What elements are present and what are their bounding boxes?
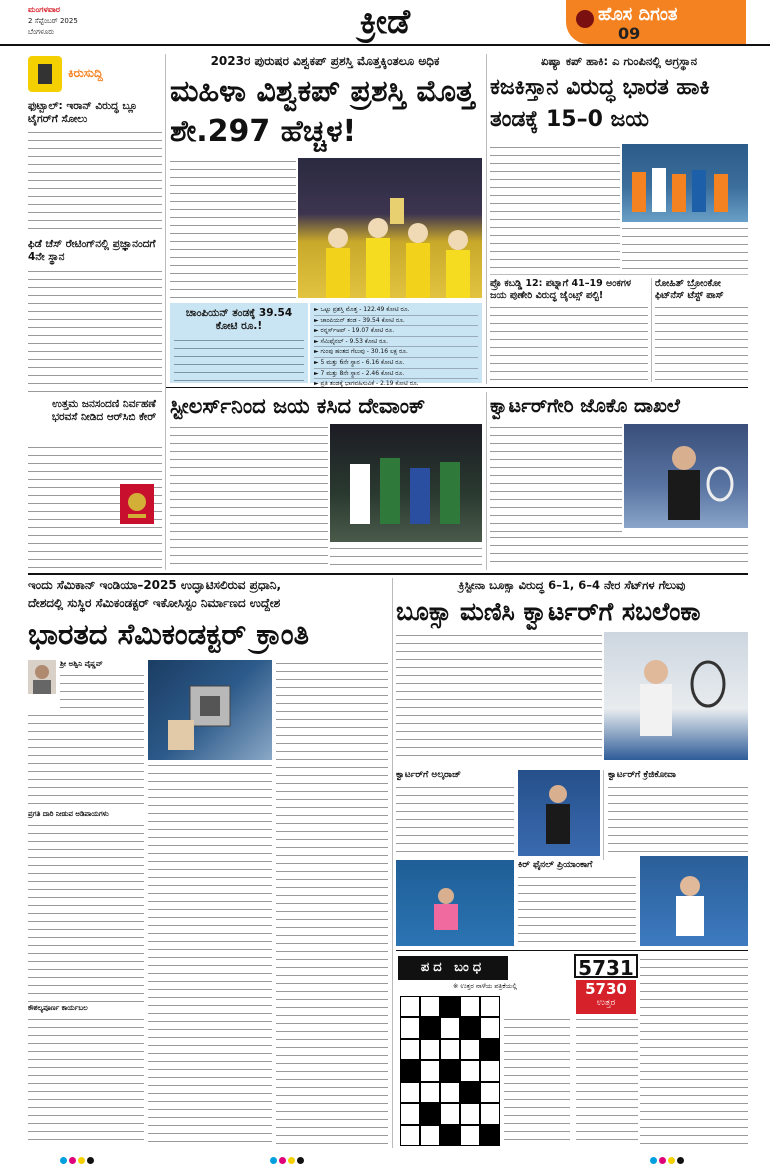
hockey-caption	[622, 225, 748, 270]
header-date: 2 ಸೆಪ್ಟೆಂಬರ್ 2025	[28, 17, 78, 25]
prize-item: ► 5 ಮತ್ತು 6ನೇ ಸ್ಥಾನ - 6.16 ಕೋಟಿ ರೂ.	[314, 358, 478, 369]
priyanka-body	[518, 874, 636, 946]
hockey-kicker: ಏಷ್ಯಾ ಕಪ್ ಹಾಕಿ: ಎ ಗುಂಪಿನಲ್ಲಿ ಅಗ್ರಸ್ಥಾನ	[540, 54, 697, 68]
column-rule	[486, 54, 487, 384]
pkl-short-body	[490, 304, 648, 382]
pkl-short-title: ಪ್ರೊ ಕಬಡ್ಡಿ 12: ಪಟ್ನಾಗೆ 41–19 ಅಂಕಗಳ ಜಯ ಪುಣೇರಿ ವಿರುದ್ಧ ಜೈಂಟ್ಸ್ ಪಲ್ಟಿ!	[490, 278, 632, 301]
kiru-suddi-label: ಕಿರುಸುದ್ದಿ	[68, 66, 103, 80]
hockey-team-photo	[622, 144, 748, 222]
sabalenka-kicker: ಕ್ರಿಸ್ಟೀನಾ ಬೂಕ್ಸಾ ವಿರುದ್ಧ 6–1, 6–4 ನೇರ ಸೆಟ್‌ಗಳ ಗೆಲುವು	[458, 578, 686, 592]
color-registration-marks	[650, 1149, 710, 1157]
color-registration-marks	[270, 1149, 330, 1157]
prize-list	[310, 303, 482, 388]
megaphone-icon	[28, 56, 62, 92]
wwc-kicker: 2023ರ ಪುರುಷರ ವಿಶ್ವಕಪ್ ಪ್ರಶಸ್ತಿ ಮೊತ್ತಕ್ಕಿಂತಲೂ ಅಧಿಕ	[210, 54, 440, 68]
chip-photo	[148, 660, 272, 760]
left-column	[28, 54, 162, 570]
brand-name: ಹೊಸ ದಿಗಂತ	[598, 4, 678, 25]
color-registration-marks	[60, 1149, 120, 1157]
prize-item: ► ರನ್ನರ್ಸ್‌ಅಪ್ - 19.07 ಕೋಟಿ ರೂ.	[314, 326, 478, 337]
priyanka-heading: ಕಿರ್ ಫೈನಲ್ ಪ್ರಿಯಾಂಕಾಗೆ	[518, 860, 593, 870]
news-heading-chess: ಫಿಡೆ ಚೆಸ್ ರೇಟಿಂಗ್‌ನಲ್ಲಿ ಪ್ರಜ್ಞಾನಂದಗೆ 4ನೇ ಸ್ಥಾನ	[28, 238, 156, 263]
alcaraz-body	[396, 784, 514, 856]
semicon-body-1b	[28, 712, 144, 808]
djokovic-body-2	[490, 534, 748, 568]
djokovic-title: ಕ್ವಾರ್ಟರ್‌ಗೇರಿ ಜೊಕೊ ದಾಖಲೆ	[490, 395, 680, 417]
puzzle-clues-3	[576, 1016, 638, 1146]
kabaddi-title: ಸ್ಟೀಲರ್ಸ್‌ನಿಂದ ಜಯ ಕಸಿದ ದೇವಾಂಕ್	[170, 394, 426, 418]
header-city: ಬೆಂಗಳೂರು	[28, 28, 55, 36]
column-rule	[486, 392, 487, 570]
header-day: ಮಂಗಳವಾರ	[28, 5, 61, 14]
section-rule	[396, 950, 748, 951]
prize-item: ► ಗುಂಪು ಹಂತದ ಗೆಲುವು - 30.16 ಲಕ್ಷ ರೂ.	[314, 347, 478, 358]
djokovic-photo	[624, 424, 748, 528]
kiru-suddi-badge	[28, 54, 158, 94]
column-rule	[392, 578, 393, 1148]
brand-logo	[566, 0, 746, 44]
column-rule	[651, 278, 652, 382]
semicon-subhead-2: ಕೌಶಲ್ಯಪೂರ್ಣ ಕಾರ್ಯಬಲ	[28, 1004, 88, 1012]
section-rule	[28, 573, 748, 575]
krejcikova-heading: ಕ್ವಾರ್ಟರ್‌ಗೆ ಕ್ರೆಜಿಕೋವಾ	[608, 770, 676, 780]
news-heading-rcb: ಉತ್ತಮ ಜನಸಂದಣಿ ನಿರ್ವಹಣೆ ಭರವಸೆ ನೀಡಿದ ಆರ್‌ಸಿಬಿ ಕೇರ್	[51, 398, 157, 423]
sabalenka-photo	[604, 632, 748, 760]
hockey-title: ಕಜಕಿಸ್ತಾನ ವಿರುದ್ಧ ಭಾರತ ಹಾಕಿ ತಂಡಕ್ಕೆ 15–0 ಜಯ	[490, 75, 710, 132]
semicon-body-1d	[28, 1016, 144, 1146]
author-name: ಶ್ರೀ ಅಶ್ವಿನಿ ವೈಷ್ಣವ್	[60, 660, 103, 668]
section-rule	[166, 387, 748, 388]
sabalenka-title: ಬೂಕ್ಸಾ ಮಣಿಸಿ ಕ್ವಾರ್ಟರ್‌ಗೆ ಸಬಲೆಂಕಾ	[396, 597, 701, 626]
prize-item: ► ಒಟ್ಟು ಪ್ರಶಸ್ತಿ ಮೊತ್ತ - 122.49 ಕೋಟಿ ರೂ.	[314, 305, 478, 316]
semicon-body-1	[60, 672, 144, 712]
header-date-block	[28, 5, 138, 41]
semicon-kicker-1: ಇಂದು ಸೆಮಿಕಾನ್ ಇಂಡಿಯಾ–2025 ಉದ್ಘಾಟಿಸಲಿರುವ ಪ್ರಧಾನಿ,	[28, 578, 282, 592]
kabaddi-body-1	[170, 424, 328, 566]
semicon-body-2	[148, 762, 272, 1146]
news-body-chess	[28, 268, 162, 392]
semicon-kicker-2: ದೇಶದಲ್ಲಿ ಸುಸ್ಥಿರ ಸೆಮಿಕಂಡಕ್ಟರ್ ಇಕೋಸಿಸ್ಟಂ ನಿರ್ಮಾಣದ ಉದ್ದೇಶ	[28, 596, 281, 610]
krejcikova-body	[608, 784, 748, 854]
page-number: 09	[618, 24, 641, 43]
prize-item: ► ಪ್ರತಿ ತಂಡಕ್ಕೆ ಭಾಗವಹಿಸುವಿಕೆ - 2.19 ಕೋಟಿ ರೂ.	[314, 380, 419, 388]
champion-box-body	[174, 337, 304, 383]
puzzle-clues-1	[504, 1016, 570, 1146]
column-rule	[603, 770, 604, 860]
champion-box-title: ಚಾಂಪಿಯನ್ ತಂಡಕ್ಕೆ 39.54 ಕೋಟಿ ರೂ.!	[185, 307, 293, 332]
rohit-title: ರೋಹಿತ್ ಬ್ರೋಂಕೋ ಫಿಟ್‌ನೆಸ್ ಟೆಸ್ಟ್ ಪಾಸ್	[655, 278, 724, 301]
prev-number: 5730	[585, 980, 627, 998]
djokovic-body-1	[490, 424, 622, 532]
section-title: ಕ್ರೀಡೆ	[359, 2, 411, 42]
header-bar	[0, 0, 770, 46]
prize-item: ► ಚಾಂಪಿಯನ್ ತಂಡ - 39.54 ಕೋಟಿ ರೂ.	[314, 316, 478, 327]
kabaddi-caption	[330, 545, 482, 567]
krejcikova-photo	[640, 856, 748, 946]
hockey-body	[490, 144, 620, 270]
wwc-body	[170, 158, 296, 300]
puzzle-label: ಪದ ಬಂಧ	[398, 956, 508, 980]
kabaddi-match-photo	[330, 424, 482, 542]
rcb-logo	[120, 484, 154, 524]
sabalenka-body	[396, 632, 602, 762]
trophy-celebration-photo	[298, 158, 482, 298]
puzzle-note: ※ ಉತ್ತರ ನಾಳೆಯ ಪತ್ರಿಕೆಯಲ್ಲಿ	[452, 982, 518, 990]
column-rule	[165, 54, 166, 570]
semicon-subhead-1: ಪ್ರಗತಿ ದಾರಿ ನೀಡುವ ಅಡಿಪಾಯಗಳು	[28, 810, 109, 818]
champion-box	[170, 303, 308, 383]
brand-icon	[576, 10, 594, 28]
crossword-grid[interactable]	[400, 996, 500, 1146]
puzzle-number: 5731	[574, 954, 638, 978]
rohit-body	[655, 304, 748, 382]
puzzle-clues-2	[640, 956, 748, 1146]
answer-label: ಉತ್ತರ	[596, 998, 616, 1008]
author-photo	[28, 660, 56, 694]
tennis-rally-photo	[396, 860, 514, 946]
semicon-title: ಭಾರತದ ಸೆಮಿಕಂಡಕ್ಟರ್ ಕ್ರಾಂತಿ	[28, 617, 309, 651]
news-body-football	[28, 129, 162, 233]
semicon-body-3	[276, 660, 388, 1146]
news-heading-football: ಫುಟ್ಬಾಲ್: ಇರಾನ್ ವಿರುದ್ಧ ಬ್ಲೂ ಟೈಗರ್‌ಗೆ ಸೋಲು	[28, 100, 138, 125]
section-rule	[490, 274, 748, 275]
wwc-title: ಮಹಿಳಾ ವಿಶ್ವಕಪ್ ಪ್ರಶಸ್ತಿ ಮೊತ್ತ ಶೇ.297 ಹೆಚ್ಚಳ!	[170, 74, 475, 149]
prize-item: ► ಸೆಮಿಫೈನಲ್ - 9.53 ಕೋಟಿ ರೂ.	[314, 337, 478, 348]
prev-answer-box	[576, 980, 636, 1014]
semicon-body-1c	[28, 822, 144, 1002]
alcaraz-heading: ಕ್ವಾರ್ಟರ್‌ಗೆ ಅಲ್ಕರಾಜ್	[396, 770, 461, 780]
alcaraz-photo	[518, 770, 600, 856]
prize-item: ► 7 ಮತ್ತು 8ನೇ ಸ್ಥಾನ - 2.46 ಕೋಟಿ ರೂ.	[314, 369, 478, 380]
